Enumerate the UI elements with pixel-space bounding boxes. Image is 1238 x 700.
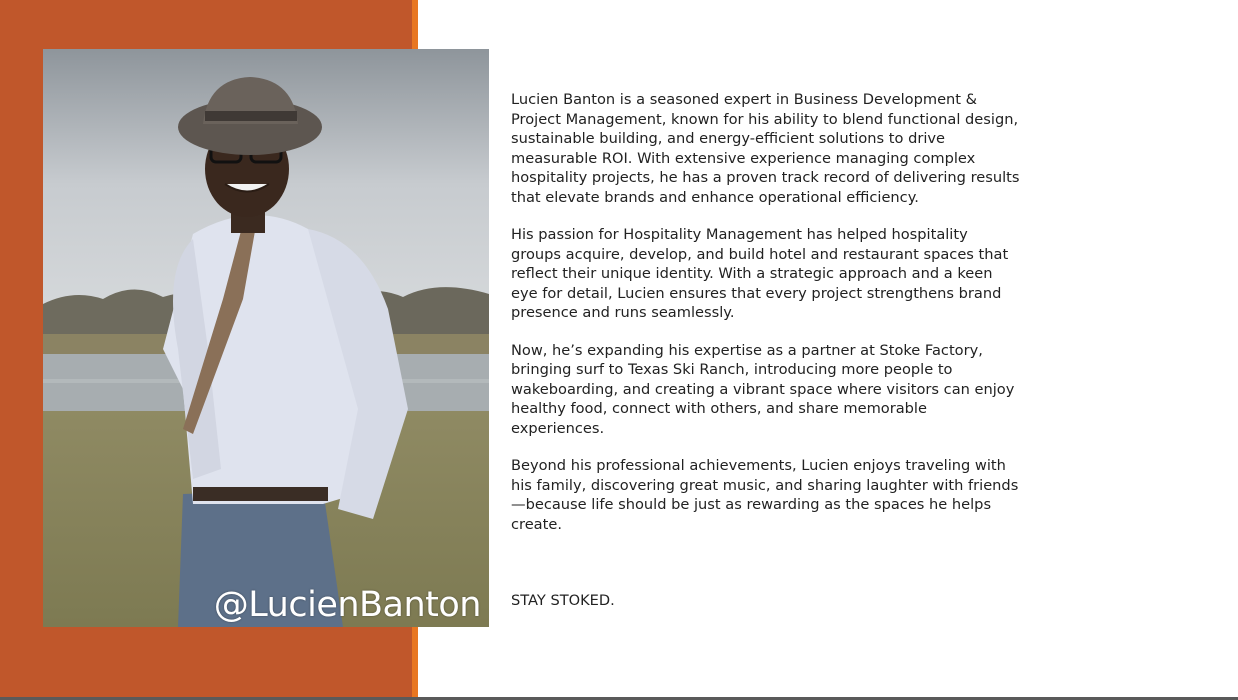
social-handle: @LucienBanton xyxy=(213,585,481,625)
bio-paragraph-1: Lucien Banton is a seasoned expert in Business Development & Project Management, known for his ability to blend functional design, sustainable building, and energy-efficient solutions to drive measurable ROI. With extensive experience managing complex hospitality projects, he has a proven track record of delivering results that elevate brands and enhance operational efficiency. xyxy=(511,91,1020,206)
profile-photo-illustration xyxy=(43,49,489,627)
bio-paragraph-4: Beyond his professional achievements, Lucien enjoys traveling with his family, discovering great music, and sharing laughter with friends—because life should be just as rewarding as the spaces he helps create. xyxy=(511,457,1019,533)
profile-photo xyxy=(43,49,489,627)
bio-paragraph-3: Now, he’s expanding his expertise as a partner at Stoke Factory, bringing surf to Texas Ski Ranch, introducing more people to wakeboarding, and creating a vibrant space where visitors can enjoy healthy food, connect with others, and share memorable experiences. xyxy=(511,341,1015,437)
bio-text xyxy=(511,90,1021,552)
bio-paragraph-2: His passion for Hospitality Management has helped hospitality groups acquire, develop, and build hotel and restaurant spaces that reflect their unique identity. With a strategic approach and a keen eye for detail, Lucien ensures that every project strengthens brand presence and runs seamlessly. xyxy=(511,226,1009,321)
signoff-text: STAY STOKED. xyxy=(511,592,615,609)
